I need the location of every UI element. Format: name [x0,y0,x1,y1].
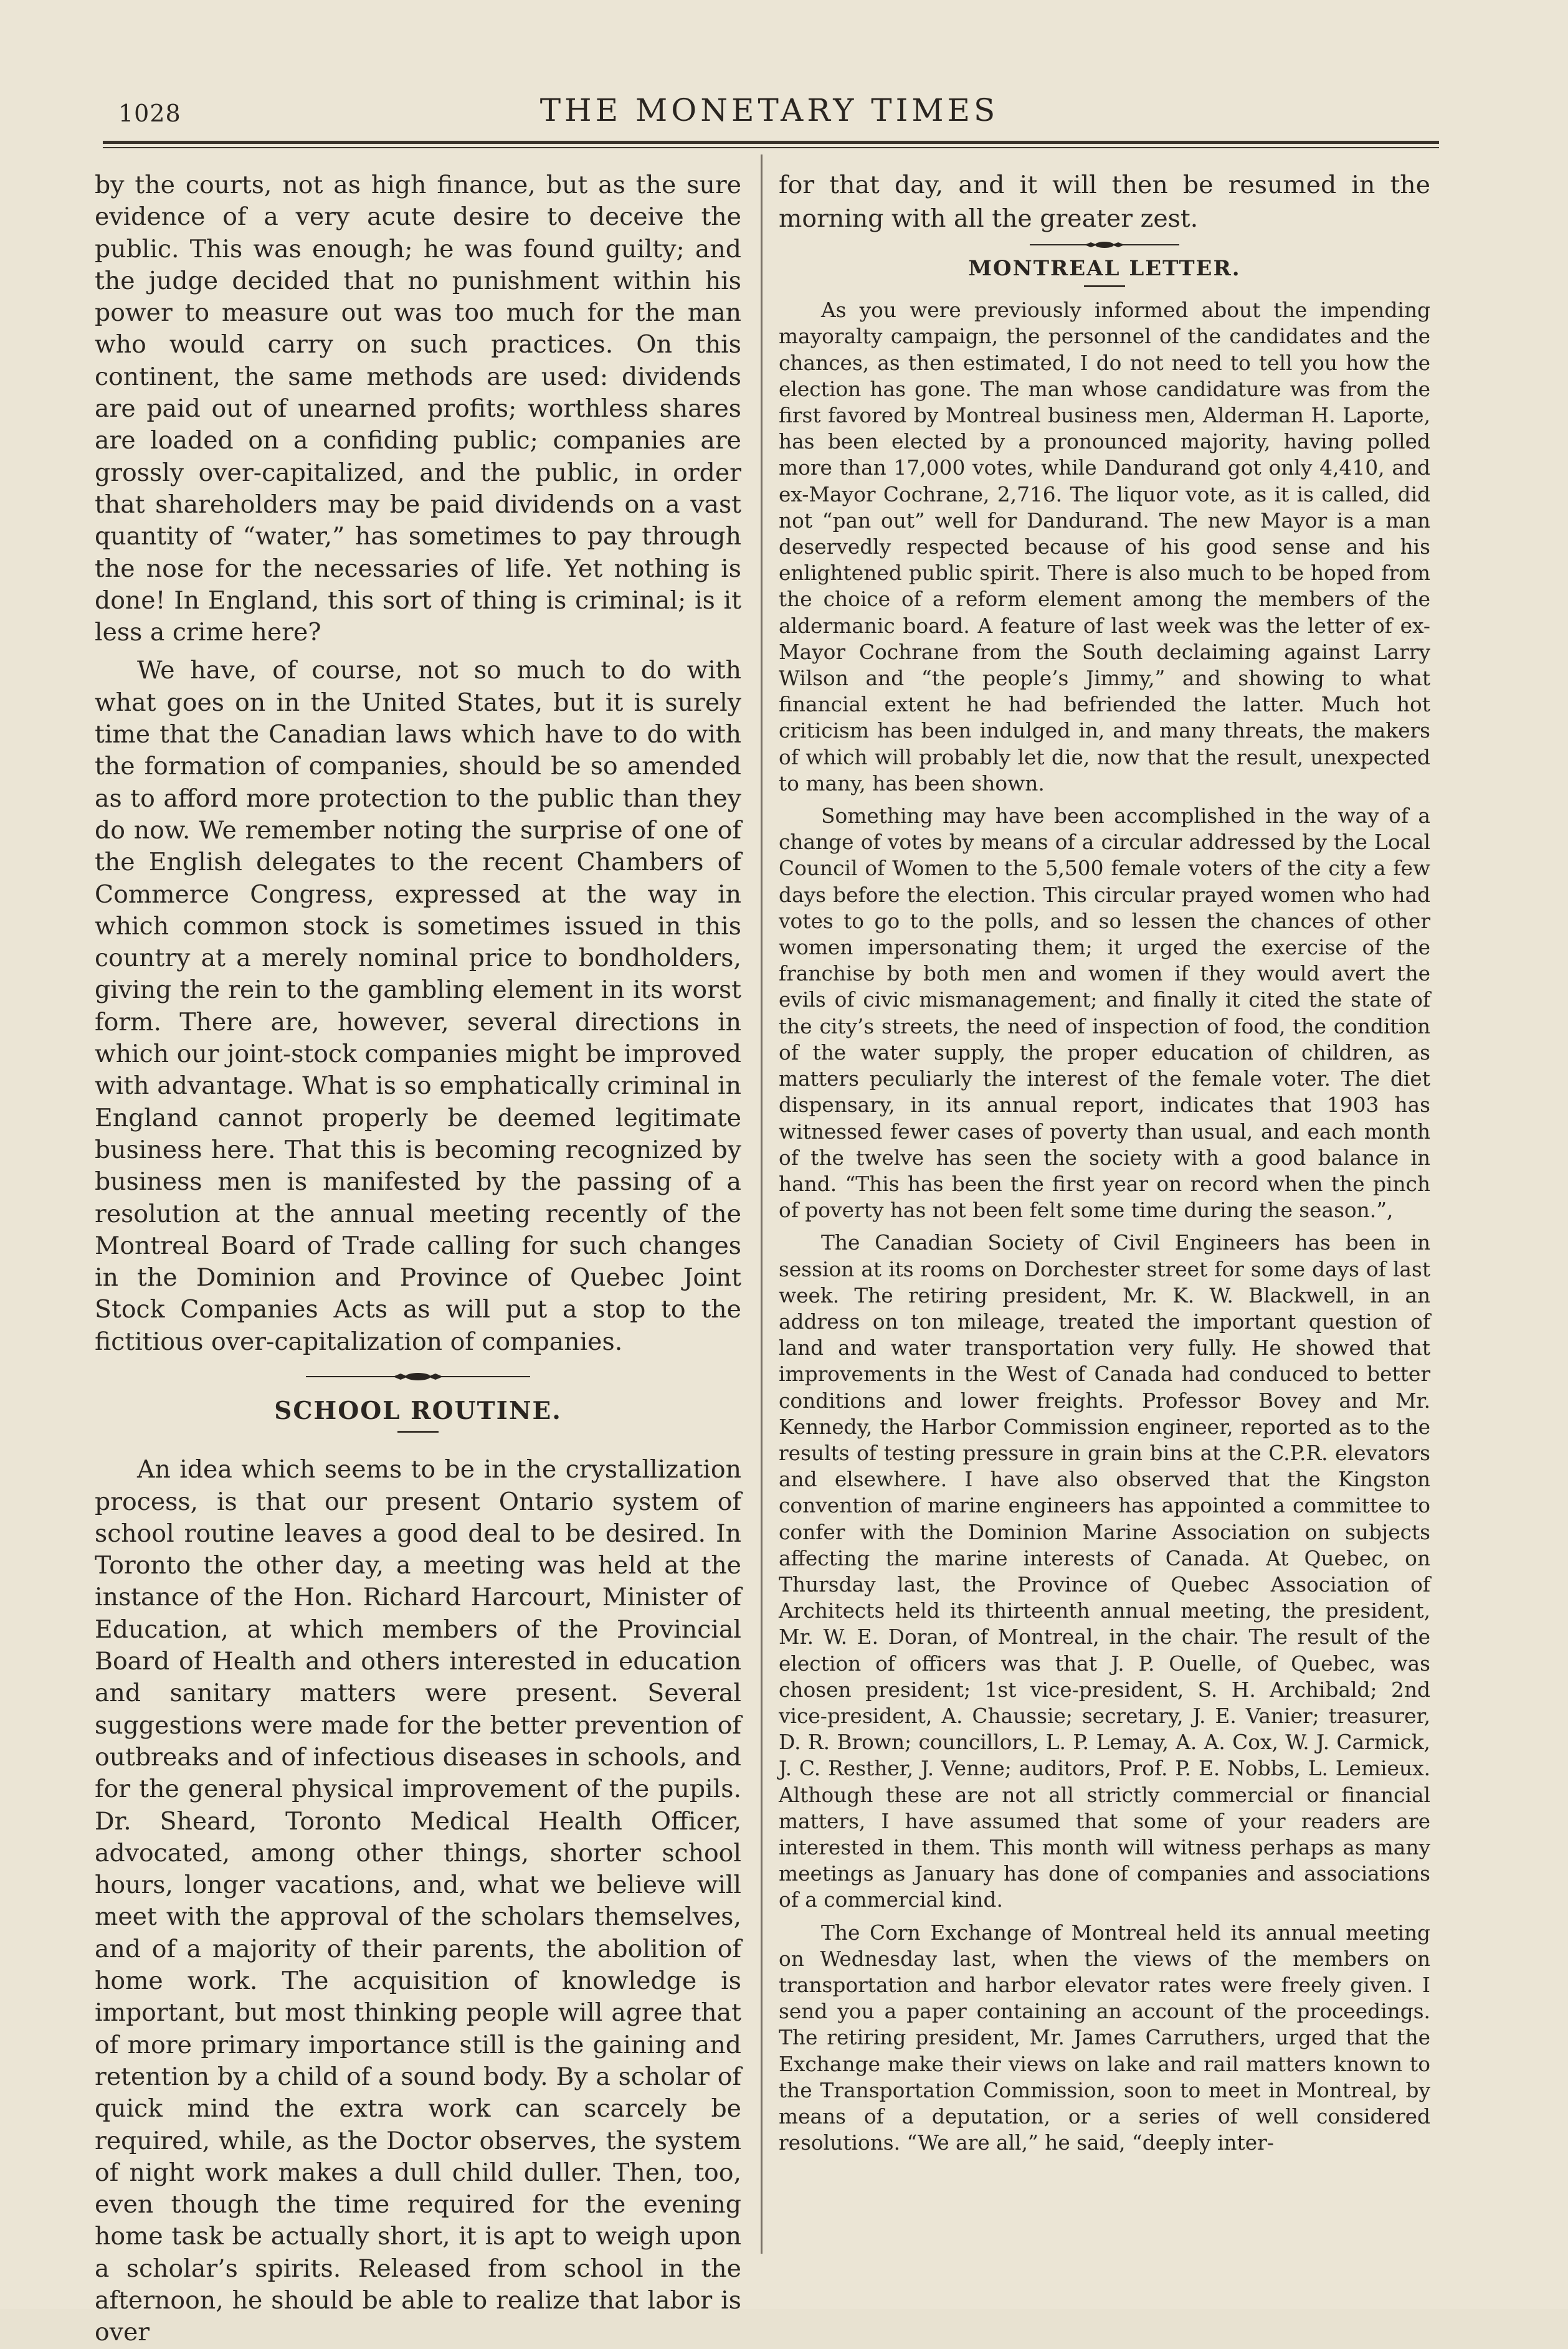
header-rule-thick [103,141,1439,144]
dash-diamond-ornament-icon [306,1372,530,1382]
section-ornament [95,1372,741,1382]
right-continuation-paragraph: for that day, and it will then be resumed in the morning with all the greater zest. [779,171,1430,233]
montreal-letter-paragraph-2: Something may have been accomplished in the way of a change of votes by means of a circular addressed by the Local Council of Women to the 5,500 female voters of the city a few days before the election. This circular prayed women who had votes to go to the polls, and so lessen the chances of other women impersonating them; it urged the exercise of the franchise by both men and women if they would avert the evils of civic mismanagement; and finally it cited the state of the city’s streets, the need of inspection of food, the condition of the water supply, the proper education of children, as matters peculiarly the interest of the female voter. The diet dispensary, in its annual report, indicates that 1903 has witnessed fewer cases of poverty than usual, and each month of the twelve has seen the society with a good balance in hand. “This has been the first year on record when the pinch of poverty has not been felt some time during the season.”, [779,804,1430,1223]
montreal-letter-paragraph-1: As you were previously informed about the impending mayoralty campaign, the personnel of the candidates and the chances, as then estimated, I do not need to tell you how the election has gone. The man whose candidature was from the first favored by Montreal business men, Alderman H. Laporte, has been elected by a pronounced majority, having polled more than 17,000 votes, while Dandurand got only 4,410, and ex-Mayor Cochrane, 2,716. The liquor vote, as it is called, did not “pan out” well for Dandurand. The new Mayor is a man deservedly respected because of his good sense and his enlightened public spirit. There is also much to be hoped from the choice of a reform element among the members of the aldermanic board. A feature of last week was the letter of ex-Mayor Cochrane from the South declaiming against Larry Wilson and “the people’s Jimmy,” and showing to what financial extent he had befriended the latter. Much hot criticism has been indulged in, and many threats, the makers of which will probably let die, now that the result, unexpected to many, has been shown. [779,298,1430,795]
left-second-paragraph: We have, of course, not so much to do with what goes on in the United States, but it is surely time that the Canadian laws which have to do with the formation of companies, should be so amended as to afford more protection to the public than they do now. We remember noting the surprise of one of the English delegates to the recent Chambers of Commerce Congress, expressed at the way in which common stock is sometimes issued in this country at a merely nominal price to bondholders, giving the rein to the gambling element in its worst form. There are, however, several directions in which our joint-stock companies might be improved with advantage. What is so emphatically criminal in England cannot properly be deemed legitimate business here. That this is becoming recognized by business men is manifested by the passing of a resolution at the annual meeting recently of the Montreal Board of Trade calling for such changes in the Dominion and Province of Quebec Joint Stock Companies Acts as will put a stop to the fictitious over-capitalization of companies. [95,656,741,1356]
montreal-letter-paragraph-4: The Corn Exchange of Montreal held its annual meeting on Wednesday last, when the views of the members on transportation and harbor elevator rates were freely given. I send you a paper containing an account of the proceedings. The retiring president, Mr. James Carruthers, urged that the Exchange make their views on lake and rail matters known to the Transportation Commission, soon to meet in Montreal, by means of a deputation, or a series of well considered resolutions. “We are all,” he said, “deeply inter- [779,1920,1430,2155]
publication-title: THE MONETARY TIMES [539,92,999,128]
montreal-letter-heading: MONTREAL LETTER. [968,256,1241,281]
column-divider [761,154,763,2254]
section-ornament [779,240,1430,249]
page-header [100,92,1439,142]
page-number: 1028 [118,100,181,127]
dash-diamond-ornament-icon [1030,240,1179,249]
left-continuation-paragraph: by the courts, not as high finance, but as the sure evidence of a very acute desire to deceive the public. This was enough; he was found guilty; and the judge decided that no punishment within his power to measure out was too much for the man who would carry on such practices. On this continent, the same methods are used: dividends are paid out of unearned profits; worthless shares are loaded on a confiding public; companies are grossly over-capitalized, and the public, in order that shareholders may be paid dividends on a vast quantity of “water,” has sometimes to pay through the nose for the necessaries of life. Yet nothing is done! In England, this sort of thing is criminal; is it less a crime here? [95,171,741,647]
heading-short-rule [1084,285,1125,287]
school-routine-heading: SCHOOL ROUTINE. [274,1396,562,1425]
school-routine-paragraph: An idea which seems to be in the crystallization process, is that our present Ontario system of school routine leaves a good deal to be desired. In Toronto the other day, a meeting was held at the instance of the Hon. Richard Harcourt, Minister of Education, at which members of the Provincial Board of Health and others interested in education and sanitary matters were present. Several suggestions were made for the better prevention of outbreaks and of infectious diseases in schools, and for the general physical improvement of the pupils. Dr. Sheard, Toronto Medical Health Officer, advocated, among other things, shorter school hours, longer vacations, and, what we believe will meet with the approval of the scholars themselves, and of a majority of their parents, the abolition of home work. The acquisition of knowledge is important, but most thinking people will agree that of more primary importance still is the gaining and retention by a child of a sound body. By a scholar of quick mind the extra work can scarcely be required, while, as the Doctor observes, the system of night work makes a dull child duller. Then, too, even though the time required for the evening home task be actually short, it is apt to weigh upon a scholar’s spirits. Released from school in the afternoon, he should be able to realize that labor is over [95,1455,741,2347]
header-rule-thin [103,147,1439,148]
left-column [95,169,741,2349]
right-column [779,168,1430,2156]
heading-short-rule [397,1431,439,1433]
montreal-letter-paragraph-3: The Canadian Society of Civil Engineers has been in session at its rooms on Dorchester street for some days of last week. The retiring president, Mr. K. W. Blackwell, in an address on ton mileage, treated the important question of land and water transportation very fully. He showed that improvements in the West of Canada had conduced to better conditions and lower freights. Professor Bovey and Mr. Kennedy, the Harbor Commission engineer, reported as to the results of testing pressure in grain bins at the C.P.R. elevators and elsewhere. I have also observed that the Kingston convention of marine engineers has appointed a committee to confer with the Dominion Marine Association on subjects affecting the marine interests of Canada. At Quebec, on Thursday last, the Province of Quebec Association of Architects held its thirteenth annual meeting, the president, Mr. W. E. Doran, of Montreal, in the chair. The result of the election of officers was that J. P. Ouelle, of Quebec, was chosen president; 1st vice-president, S. H. Archibald; 2nd vice-president, A. Chaussie; secretary, J. E. Vanier; treasurer, D. R. Brown; councillors, L. P. Lemay, A. A. Cox, W. J. Carmick, J. C. Resther, J. Venne; auditors, Prof. P. E. Nobbs, L. Lemieux. Although these are not all strictly commercial or financial matters, I have assumed that some of your readers are interested in them. This month will witness perhaps as many meetings as January has done of companies and associations of a commercial kind. [779,1231,1430,1912]
